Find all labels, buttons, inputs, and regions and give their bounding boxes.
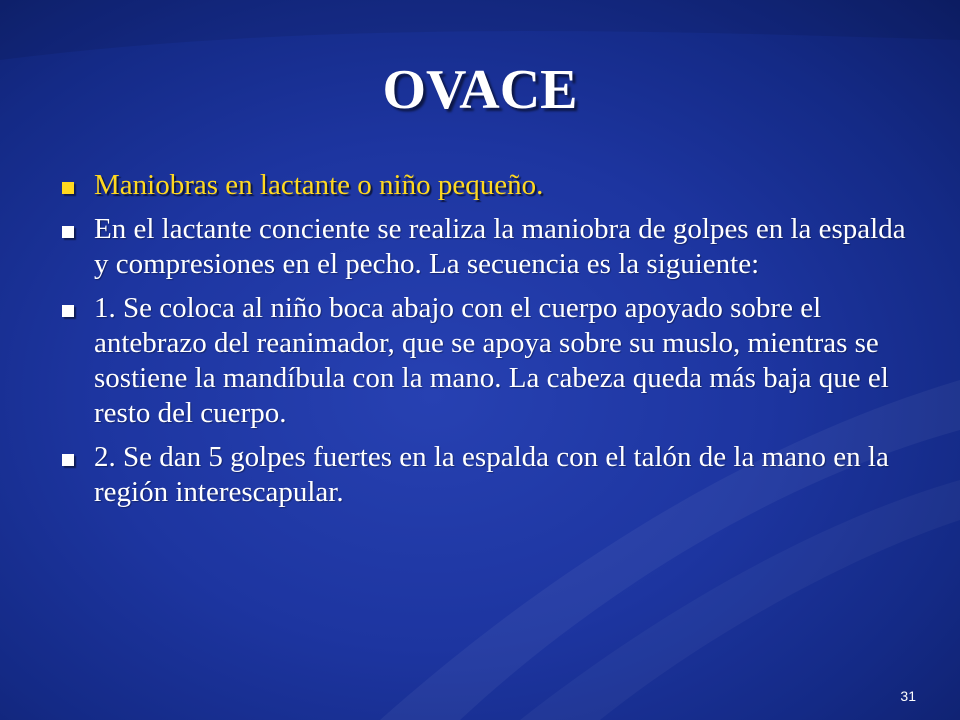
bullet-text: Maniobras en lactante o niño pequeño. xyxy=(94,169,544,201)
bullet-item-2 xyxy=(62,212,922,282)
bullet-text: 2. Se dan 5 golpes fuertes en la espalda con el talón de la mano en la región interescapular. xyxy=(94,441,889,508)
bullet-item-4 xyxy=(62,440,922,510)
bullet-item-1 xyxy=(62,168,922,203)
slide-title: OVACE xyxy=(382,59,578,121)
square-bullet-icon xyxy=(62,454,74,466)
square-bullet-icon xyxy=(62,182,74,194)
square-bullet-icon xyxy=(62,305,74,317)
bullet-text: En el lactante conciente se realiza la maniobra de golpes en la espalda y compresiones en el pecho. La secuencia es la siguiente: xyxy=(94,213,906,280)
slide-number: 31 xyxy=(900,688,916,704)
square-bullet-icon xyxy=(62,226,74,238)
bullet-list xyxy=(62,168,922,519)
bullet-item-3 xyxy=(62,291,922,431)
bullet-text: 1. Se coloca al niño boca abajo con el cuerpo apoyado sobre el antebrazo del reanimador, que se apoya sobre su muslo, mientras se sostiene la mandíbula con la mano. La cabeza queda más baja que el resto del cuerpo. xyxy=(94,292,889,429)
